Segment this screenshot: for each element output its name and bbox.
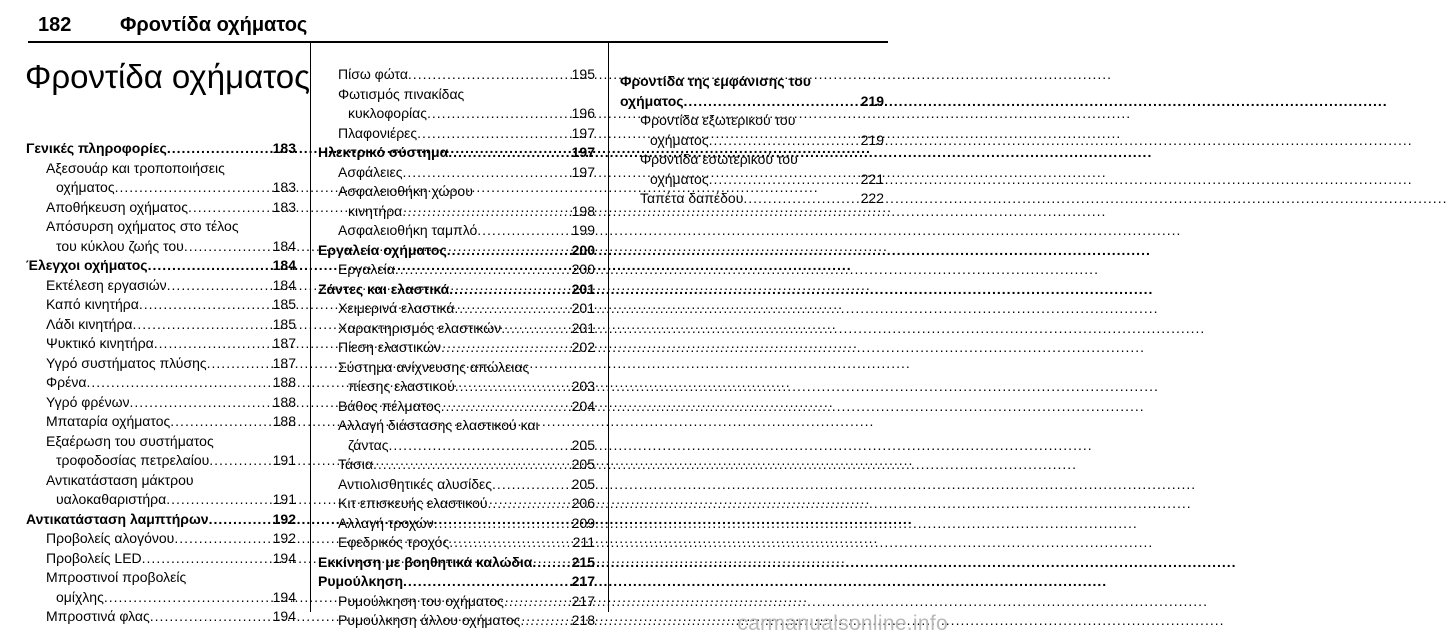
toc-entry bbox=[318, 475, 595, 495]
toc-section-entry bbox=[26, 139, 296, 159]
toc-page-number: 217 bbox=[571, 573, 595, 589]
toc-entry-title: Υγρό συστήματος πλύσης bbox=[46, 354, 207, 371]
toc-entry bbox=[318, 104, 595, 124]
toc-entry bbox=[318, 514, 595, 534]
toc-entry bbox=[26, 334, 296, 354]
toc-section-entry bbox=[318, 280, 595, 300]
watermark: carmanualsonline.info bbox=[737, 612, 948, 635]
toc-page-number: 202 bbox=[571, 339, 595, 355]
toc-page-number: 204 bbox=[571, 397, 595, 414]
toc-entry-title: πίεσης ελαστικού bbox=[348, 378, 455, 394]
toc-entry bbox=[26, 490, 296, 510]
dot-leader bbox=[167, 276, 271, 296]
toc-page-number: 205 bbox=[571, 456, 595, 472]
toc-entry-title: Ταπέτα δαπέδου bbox=[640, 190, 744, 206]
dot-leader bbox=[488, 494, 570, 514]
dot-leader bbox=[455, 377, 570, 397]
toc-column-3 bbox=[620, 72, 884, 209]
toc-entry-title: οχήματος bbox=[650, 131, 709, 148]
toc-page-number: 194 bbox=[272, 588, 296, 605]
dot-leader bbox=[441, 338, 570, 358]
toc-entry bbox=[318, 299, 595, 319]
toc-entry-title: Εκτέλεση εργασιών bbox=[46, 276, 167, 293]
toc-entry-line: Αλλαγή διάστασης ελαστικού και bbox=[338, 417, 539, 433]
chapter-title: Φροντίδα οχήματος bbox=[25, 58, 310, 95]
toc-entry-title: Ρυμούλκηση του οχήματος bbox=[338, 592, 504, 609]
dot-leader bbox=[408, 65, 570, 85]
toc-page-number: 188 bbox=[272, 413, 296, 429]
toc-entry-title: Μπροστινά φλας bbox=[46, 608, 150, 624]
toc-entry-title: οχήματος bbox=[650, 170, 709, 187]
toc-page-number: 184 bbox=[272, 257, 296, 273]
dot-leader bbox=[133, 315, 271, 335]
toc-entry-title: Μπαταρία οχήματος bbox=[46, 413, 171, 429]
toc-page-number: 201 bbox=[571, 300, 595, 316]
dot-leader bbox=[148, 256, 271, 276]
toc-page-number: 194 bbox=[272, 549, 296, 566]
toc-page-number: 205 bbox=[571, 475, 595, 492]
dot-leader bbox=[743, 189, 858, 209]
toc-page-number: 187 bbox=[272, 335, 296, 351]
dot-leader bbox=[477, 221, 569, 241]
toc-entry-title: Προβολείς LED bbox=[46, 549, 142, 566]
toc-entry bbox=[26, 549, 296, 569]
dot-leader bbox=[454, 299, 569, 319]
toc-entry-title: Ρυμούλκηση bbox=[318, 573, 404, 589]
toc-entry-line: Φροντίδα της εμφάνισης του bbox=[620, 73, 811, 89]
dot-leader bbox=[209, 451, 270, 471]
dot-leader bbox=[207, 354, 271, 374]
toc-entry bbox=[318, 494, 595, 514]
toc-entry bbox=[26, 198, 296, 218]
dot-leader bbox=[684, 92, 859, 112]
toc-entry bbox=[318, 65, 595, 85]
toc-entry-title: Ασφάλειες bbox=[338, 163, 403, 180]
toc-entry bbox=[26, 393, 296, 413]
dot-leader bbox=[150, 607, 271, 627]
toc-entry-title: Εφεδρικός τροχός bbox=[338, 534, 450, 550]
dot-leader bbox=[403, 572, 570, 592]
toc-entry-title: Προβολείς αλογόνου bbox=[46, 530, 175, 546]
dot-leader bbox=[504, 592, 570, 612]
toc-page-number: 197 bbox=[571, 144, 595, 160]
toc-entry bbox=[620, 189, 884, 209]
toc-entry-line: Αξεσουάρ και τροποποιήσεις bbox=[46, 159, 225, 176]
toc-entry-title: Βάθος πέλματος bbox=[338, 397, 441, 414]
toc-entry-line: Φωτισμός πινακίδας bbox=[338, 85, 465, 102]
toc-page-number: 183 bbox=[272, 198, 296, 215]
toc-entry bbox=[26, 295, 296, 315]
dot-leader bbox=[86, 373, 270, 393]
toc-column-2 bbox=[318, 65, 595, 631]
toc-entry bbox=[26, 607, 296, 627]
toc-entry-title: Κιτ επισκευής ελαστικού bbox=[338, 495, 488, 511]
toc-page-number: 201 bbox=[571, 319, 595, 336]
toc-page-number: 217 bbox=[571, 592, 595, 609]
dot-leader bbox=[130, 393, 271, 413]
toc-entry bbox=[318, 377, 595, 397]
toc-entry bbox=[318, 436, 595, 456]
toc-page-number: 209 bbox=[571, 514, 595, 531]
toc-entry-title: Αποθήκευση οχήματος bbox=[46, 198, 188, 215]
toc-entry-line: Μπροστινοί προβολείς bbox=[46, 569, 187, 585]
toc-entry-title: Πίεση ελαστικών bbox=[338, 339, 441, 355]
toc-entry bbox=[318, 124, 595, 144]
toc-page-number: 183 bbox=[272, 179, 296, 195]
toc-entry bbox=[26, 588, 296, 608]
toc-entry-title: Λάδι κινητήρα bbox=[46, 315, 133, 332]
toc-page-number: 185 bbox=[272, 296, 296, 312]
toc-entry-title: κυκλοφορίας bbox=[348, 105, 428, 121]
toc-section-entry bbox=[318, 553, 595, 573]
toc-entry bbox=[26, 373, 296, 393]
toc-page-number: 206 bbox=[571, 495, 595, 511]
page-number: 182 bbox=[38, 14, 72, 36]
toc-entry-line: Σύστημα ανίχνευσης απώλειας bbox=[338, 358, 530, 375]
toc-section-entry bbox=[26, 256, 296, 276]
toc-section-entry bbox=[318, 241, 595, 261]
toc-page-number: 192 bbox=[272, 510, 296, 527]
toc-section-entry bbox=[26, 510, 296, 530]
toc-page-number: 218 bbox=[571, 612, 595, 628]
dot-leader bbox=[520, 611, 569, 631]
toc-page-number: 187 bbox=[272, 354, 296, 371]
dot-leader bbox=[449, 533, 570, 553]
toc-page-number: 197 bbox=[571, 124, 595, 141]
dot-leader bbox=[427, 104, 570, 124]
dot-leader bbox=[373, 455, 570, 475]
dot-leader bbox=[441, 397, 570, 417]
toc-entry bbox=[318, 455, 595, 475]
toc-page-number: 197 bbox=[571, 163, 595, 180]
toc-entry bbox=[318, 319, 595, 339]
dot-leader bbox=[417, 124, 569, 144]
toc-page-number: 183 bbox=[272, 140, 296, 156]
toc-page-number: 196 bbox=[571, 105, 595, 121]
page-header bbox=[28, 6, 888, 40]
toc-entry-title: Ζάντες και ελαστικά bbox=[318, 280, 450, 297]
toc-page-number: 219 bbox=[860, 92, 884, 109]
toc-entry bbox=[26, 276, 296, 296]
toc-entry bbox=[26, 178, 296, 198]
dot-leader bbox=[492, 475, 570, 495]
dot-leader bbox=[115, 178, 271, 198]
toc-page-number: 222 bbox=[860, 190, 884, 206]
toc-entry bbox=[26, 315, 296, 335]
toc-page-number: 200 bbox=[571, 261, 595, 277]
toc-entry-title: Χειμερινά ελαστικά bbox=[338, 300, 455, 316]
dot-leader bbox=[209, 510, 271, 530]
toc-entry bbox=[620, 131, 884, 151]
dot-leader bbox=[104, 588, 271, 608]
toc-entry-line: Φροντίδα εσωτερικού του bbox=[640, 151, 798, 167]
toc-entry-line: Αντικατάσταση μάκτρου bbox=[46, 471, 194, 488]
dot-leader bbox=[166, 490, 270, 510]
toc-entry-title: Εργαλεία οχήματος bbox=[318, 241, 447, 258]
dot-leader bbox=[501, 319, 569, 339]
toc-page-number: 194 bbox=[272, 608, 296, 624]
toc-entry-title: Γενικές πληροφορίες bbox=[26, 140, 167, 156]
toc-entry-title: ομίχλης bbox=[56, 588, 104, 605]
toc-page-number: 215 bbox=[571, 553, 595, 570]
toc-entry-title: κινητήρα bbox=[348, 202, 403, 219]
toc-entry-title: Πίσω φώτα bbox=[338, 66, 408, 82]
header-rule bbox=[28, 41, 888, 43]
dot-leader bbox=[448, 143, 569, 163]
toc-entry-title: ζάντας bbox=[348, 436, 389, 453]
toc-entry-title: Αντικατάσταση λαμπτήρων bbox=[26, 510, 209, 527]
toc-entry-title: οχήματος bbox=[56, 179, 115, 195]
toc-page-number: 211 bbox=[572, 534, 595, 550]
dot-leader bbox=[184, 237, 271, 257]
toc-page-number: 184 bbox=[272, 276, 296, 293]
toc-entry bbox=[620, 170, 884, 190]
dot-leader bbox=[389, 436, 570, 456]
toc-page-number: 201 bbox=[571, 280, 595, 297]
toc-entry-title: Χαρακτηρισμός ελαστικών bbox=[338, 319, 502, 336]
toc-entry bbox=[26, 354, 296, 374]
toc-entry-title: Ηλεκτρικό σύστημα bbox=[318, 144, 449, 160]
toc-page-number: 200 bbox=[571, 241, 595, 258]
dot-leader bbox=[447, 241, 570, 261]
toc-entry bbox=[26, 451, 296, 471]
toc-entry-line: Φροντίδα εξωτερικού του bbox=[640, 112, 796, 128]
dot-leader bbox=[142, 549, 271, 569]
toc-page-number: 195 bbox=[571, 66, 595, 82]
running-title: Φροντίδα οχήματος bbox=[120, 14, 308, 36]
toc-entry-title: Ψυκτικό κινητήρα bbox=[46, 335, 154, 351]
toc-entry-title: οχήματος bbox=[620, 92, 684, 109]
toc-entry bbox=[318, 611, 595, 631]
toc-entry bbox=[318, 221, 595, 241]
dot-leader bbox=[188, 198, 271, 218]
dot-leader bbox=[154, 334, 271, 354]
toc-entry bbox=[26, 529, 296, 549]
toc-page-number: 191 bbox=[272, 491, 296, 507]
toc-entry-title: Εργαλεία bbox=[338, 261, 395, 277]
dot-leader bbox=[167, 139, 271, 159]
toc-entry-title: Υγρό φρένων bbox=[46, 393, 130, 410]
dot-leader bbox=[449, 280, 569, 300]
dot-leader bbox=[532, 553, 569, 573]
toc-section-entry bbox=[620, 92, 884, 112]
toc-page-number: 184 bbox=[272, 237, 296, 254]
toc-section-entry bbox=[318, 143, 595, 163]
toc-page-number: 198 bbox=[571, 202, 595, 219]
toc-column-1 bbox=[26, 139, 296, 627]
toc-entry-line: Εξαέρωση του συστήματος bbox=[46, 432, 214, 449]
toc-page-number: 219 bbox=[860, 131, 884, 148]
toc-entry-title: Ρυμούλκηση άλλου οχήματος bbox=[338, 612, 521, 628]
toc-entry-title: του κύκλου ζωής του bbox=[56, 237, 184, 254]
toc-page-number: 192 bbox=[272, 530, 296, 546]
toc-page-number: 185 bbox=[272, 315, 296, 332]
toc-entry bbox=[318, 260, 595, 280]
toc-entry-line: Ασφαλειοθήκη χώρου bbox=[338, 183, 473, 199]
toc-entry bbox=[318, 163, 595, 183]
toc-entry-title: Έλεγχοι οχήματος bbox=[26, 257, 148, 273]
toc-entry-title: Αλλαγή τροχών bbox=[338, 514, 434, 531]
toc-entry-title: Πλαφονιέρες bbox=[338, 124, 418, 141]
dot-leader bbox=[709, 131, 859, 151]
toc-entry-title: Τάσια bbox=[338, 456, 373, 472]
toc-entry bbox=[318, 397, 595, 417]
toc-section-entry bbox=[318, 572, 595, 592]
toc-entry-line: Απόσυρση οχήματος στο τέλος bbox=[46, 218, 239, 234]
dot-leader bbox=[402, 202, 569, 222]
toc-entry-title: Καπό κινητήρα bbox=[46, 296, 139, 312]
dot-leader bbox=[174, 529, 270, 549]
toc-entry-title: τροφοδοσίας πετρελαίου bbox=[56, 452, 210, 468]
toc-page-number: 191 bbox=[272, 452, 296, 468]
toc-entry-title: Φρένα bbox=[46, 374, 87, 390]
toc-page-number: 199 bbox=[571, 222, 595, 238]
toc-entry bbox=[318, 202, 595, 222]
toc-entry-title: Ασφαλειοθήκη ταμπλό bbox=[338, 222, 478, 238]
toc-page-number: 203 bbox=[571, 378, 595, 394]
toc-page-number: 188 bbox=[272, 393, 296, 410]
dot-leader bbox=[709, 170, 859, 190]
dot-leader bbox=[434, 514, 570, 534]
dot-leader bbox=[403, 163, 570, 183]
toc-page-number: 205 bbox=[571, 436, 595, 453]
toc-entry bbox=[26, 412, 296, 432]
toc-entry-title: Εκκίνηση με βοηθητικά καλώδια bbox=[318, 553, 533, 570]
dot-leader bbox=[139, 295, 271, 315]
dot-leader bbox=[170, 412, 270, 432]
toc-entry bbox=[318, 338, 595, 358]
toc-entry bbox=[26, 237, 296, 257]
toc-entry-title: Αντιολισθητικές αλυσίδες bbox=[338, 475, 493, 492]
toc-page-number: 188 bbox=[272, 374, 296, 390]
toc-entry bbox=[318, 592, 595, 612]
dot-leader bbox=[395, 260, 570, 280]
toc-entry-title: υαλοκαθαριστήρα bbox=[56, 491, 167, 507]
toc-page-number: 221 bbox=[860, 170, 884, 187]
toc-entry bbox=[318, 533, 595, 553]
